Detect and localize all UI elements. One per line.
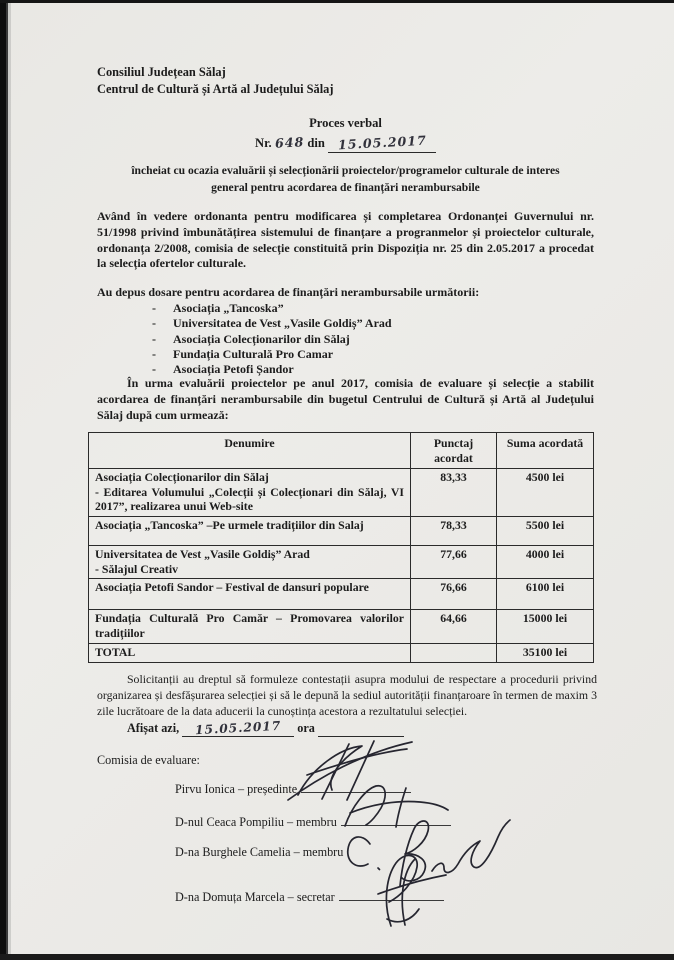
contestation-paragraph: Solicitanții au dreptul să formuleze contestații asupra modului de respectare a procedurii privind organizarea și desfășurarea selecției și să le depună la sediul autorității finanțaroare în termen de maxim 3 zile lucrătoare de la data aducerii la cunoștința acestora a rezultatului selecției. <box>97 672 597 718</box>
results-table-wrap <box>88 432 593 663</box>
applicant-name: Universitatea de Vest „Vasile Goldiș” Arad <box>173 316 392 331</box>
applicants-list <box>97 301 594 377</box>
applicant-name: Asociația „Tancoska” <box>173 301 284 315</box>
row-title: Universitatea de Vest „Vasile Goldiș” Arad <box>95 547 310 561</box>
doc-number-line <box>97 134 594 153</box>
subtitle-line-2: general pentru acordarea de finanțări nerambursabile <box>211 180 480 194</box>
nr-handwritten-value: 648 <box>274 134 305 151</box>
list-item <box>97 316 594 331</box>
list-dash: - <box>152 301 156 315</box>
applicant-name: Asociația Colecționarilor din Sălaj <box>173 331 350 346</box>
applicants-intro: Au depus dosare pentru acordarea de finanțări nerambursabile următorii: <box>97 285 480 299</box>
committee-member <box>175 887 444 905</box>
col-header-denumire: Denumire <box>89 433 411 469</box>
scan-edge-top <box>0 0 674 3</box>
row-suma: 6100 lei <box>497 579 594 610</box>
signature-line <box>341 812 451 826</box>
list-item <box>97 332 594 347</box>
signature-line <box>301 779 411 793</box>
row-title: Asociația Colecționarilor din Sălaj <box>95 470 269 484</box>
col-header-suma: Suma acordată <box>497 433 594 469</box>
row-title: Asociația Petofi Sandor – Festival de dansuri populare <box>95 580 369 595</box>
title-block <box>97 115 594 153</box>
posted-date-underline <box>182 718 294 738</box>
table-row <box>89 546 594 579</box>
committee-member <box>175 845 343 860</box>
member-label: D-nul Ceaca Pompiliu – membru <box>175 815 337 829</box>
row-suma: 5500 lei <box>497 517 594 546</box>
table-row <box>89 610 594 644</box>
org-line-2: Centrul de Cultură și Artă al Județului Sălaj <box>97 81 334 96</box>
applicant-name: Asociația Petofi Șandor <box>173 362 294 377</box>
signature-line <box>339 887 444 901</box>
row-punctaj: 77,66 <box>411 546 497 579</box>
posted-line <box>127 718 404 738</box>
table-row <box>89 517 594 546</box>
doc-title: Proces verbal <box>309 116 382 130</box>
member-label: Pirvu Ionica – președinte <box>175 782 298 796</box>
posted-label: Afișat azi, <box>127 721 180 735</box>
total-punctaj <box>411 644 497 663</box>
list-item <box>97 347 594 362</box>
row-suma: 15000 lei <box>497 610 594 644</box>
applicant-name: Fundația Culturală Pro Camar <box>173 346 334 361</box>
committee-heading: Comisia de evaluare: <box>97 753 200 767</box>
row-detail: - Sălajul Creativ <box>95 561 179 576</box>
date-handwritten-value: 15.05.2017 <box>337 132 427 153</box>
subtitle-line-1: încheiat cu ocazia evaluării și selecționării proiectelor/programelor culturale de interes <box>131 164 560 177</box>
scan-edge-left <box>0 0 11 960</box>
table-row <box>89 469 594 517</box>
table-row <box>89 579 594 610</box>
col-header-punctaj: Punctaj acordat <box>411 433 497 469</box>
date-underline <box>328 134 436 153</box>
list-dash: - <box>152 346 156 361</box>
list-item <box>97 301 594 316</box>
list-dash: - <box>152 362 156 377</box>
hour-blank-underline <box>318 721 404 737</box>
row-punctaj: 83,33 <box>411 469 497 517</box>
row-suma: 4500 lei <box>497 469 594 517</box>
table-header-row <box>89 433 594 469</box>
row-title: Asociația „Tancoska” –Pe urmele tradițiilor din Salaj <box>95 518 364 532</box>
org-line-1: Consiliul Județean Sălaj <box>97 65 226 79</box>
row-punctaj: 76,66 <box>411 579 497 610</box>
committee-member <box>175 812 451 830</box>
table-total-row <box>89 644 594 663</box>
row-punctaj: 78,33 <box>411 517 497 546</box>
member-label: D-na Burghele Camelia – membru <box>175 845 344 859</box>
row-detail: - Editarea Volumului „Colecții și Colecționari din Sălaj, VI 2017”, realizarea unui Web-site <box>95 484 404 514</box>
member-label: D-na Domuța Marcela – secretar <box>175 890 335 904</box>
row-title: Fundația Culturală Pro Camăr – Promovarea valorilor tradițiilor <box>95 611 404 640</box>
list-dash: - <box>152 331 156 346</box>
organization-header <box>97 64 333 97</box>
scan-edge-bottom <box>0 954 674 960</box>
total-label: TOTAL <box>89 644 411 663</box>
row-suma: 4000 lei <box>497 546 594 579</box>
decision-paragraph: În urma evaluării proiectelor pe anul 2017, comisia de evaluare și selecție a stabilit acordarea de finanțări nerambursabile din bugetul Centrului de Cultură și Artă al Județului Sălaj după cum urmează: <box>97 376 594 422</box>
posted-date-handwritten: 15.05.2017 <box>194 718 282 738</box>
intro-paragraph: Având în vedere ordonanta pentru modificarea și completarea Ordonanței Guvernului nr. 51/1998 privind îmbunătățirea sistemului de finanțare a progranmelor și proiectelor culturale, ordonanța 2/2008, comisia de selecție constituită prin Dispoziția nr. 25 din 2.05.2017 a procedat la selecția ofertelor culturale. <box>97 209 594 271</box>
list-dash: - <box>152 316 156 331</box>
committee-member <box>175 779 411 797</box>
din-label: din <box>307 136 325 150</box>
hour-label: ora <box>297 721 315 735</box>
nr-label: Nr. <box>255 136 272 150</box>
total-suma: 35100 lei <box>497 644 594 663</box>
doc-subtitle <box>97 163 594 196</box>
results-table <box>88 432 594 663</box>
row-punctaj: 64,66 <box>411 610 497 644</box>
